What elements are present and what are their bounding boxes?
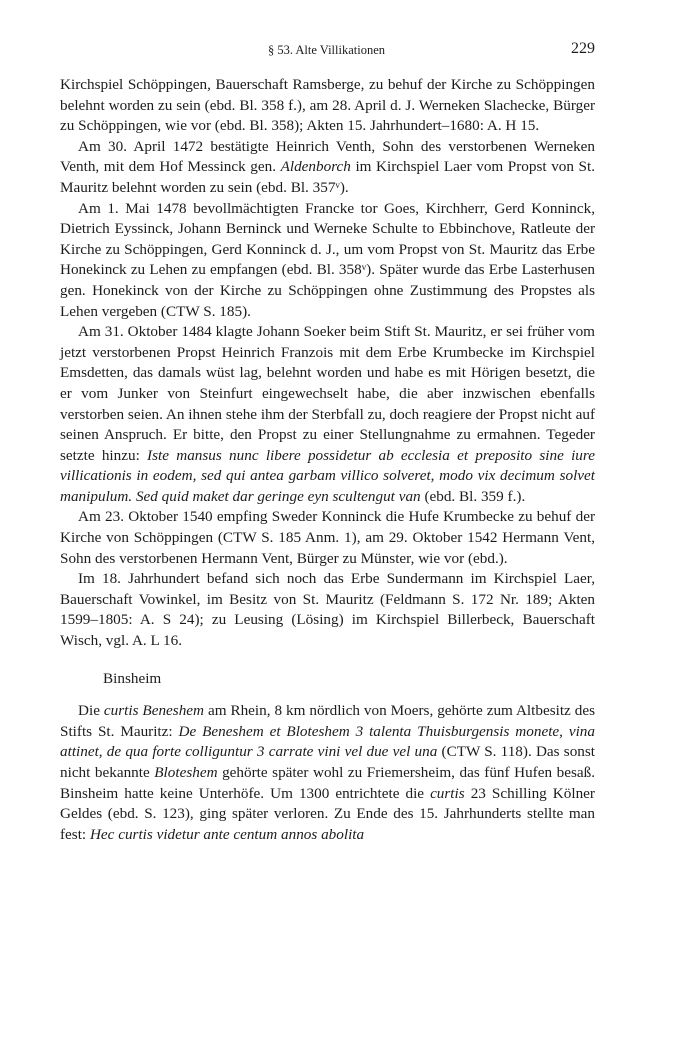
- text-block-binsheim: [60, 701, 595, 845]
- paragraph: [60, 701, 595, 845]
- paragraph: [60, 137, 595, 199]
- text-run: (CTW S. 118). Das sonst nicht bekannte: [60, 743, 596, 781]
- text-run: gehörte später wohl zu Friemersheim, das fünf Hufen besaß. Binsheim hatte keine Unterhöfe. Um 1300 entrichtete die: [60, 764, 595, 802]
- text-run: Im 18. Jahrhundert befand sich noch das Erbe Sundermann im Kirchspiel Laer, Bauerschaft Vowinkel, im Besitz von St. Mauritz (Feldmann S. 172 Nr. 189; Akten 1599–1805: A. S 24); zu Leusing (Lösing) im Kirchspiel Billerbeck, Bauerschaft Wisch, vgl. A. L 16.: [60, 570, 595, 650]
- italic-text: Aldenborch: [280, 158, 351, 176]
- italic-text: Iste mansus nunc libere possidetur ab ecclesia et preposito sine iure villicationis in eodem, sed qui antea garbam villico solveret, modo vix decimum solvet manipulum. Sed quid maket dar geringe eyn scultengut van: [60, 446, 595, 505]
- text-block-villikation: [60, 75, 595, 652]
- text-run: 23 Schilling Kölner Geldes (ebd. S. 123), ging später verloren. Zu Ende des 15. Jahrhunderts stellte man fest:: [60, 784, 595, 843]
- text-run: Am 1. Mai 1478 bevollmächtigten Francke tor Goes, Kirchherr, Gerd Konninck, Dietrich Eyssinck, Johann Berninck und Werneke Schulte to Ebbinchove, Ratleute der Kirche zu Schöppingen, Gerd Konninck d. J., um vom Propst von St. Mauritz das Erbe Honekinck zu Lehen zu empfangen (ebd. Bl. 358ᵛ). Später wurde das Erbe Lasterhusen gen. Honekinck von der Kirche zu Schöppingen ohne Zustimmung des Propstes als Lehen vergeben (CTW S. 185).: [60, 199, 595, 320]
- paragraph: [60, 507, 595, 569]
- text-run: am Rhein, 8 km nördlich von Moers, gehörte zum Altbesitz des Stifts St. Mauritz:: [60, 702, 595, 740]
- text-run: im Kirchspiel Laer vom Propst von St. Mauritz belehnt worden zu sein (ebd. Bl. 357ᵛ).: [60, 158, 596, 196]
- paragraph: [60, 75, 595, 137]
- section-heading: Binsheim: [103, 669, 162, 687]
- italic-text: curtis: [430, 784, 465, 802]
- text-run: Die: [78, 702, 104, 720]
- italic-text: Bloteshem: [154, 764, 218, 781]
- italic-text: De Beneshem et Bloteshem 3 talenta Thuisburgensis monete, vina attinet, de qua forte colliguntur 3 carrate vini vel due vel una: [60, 722, 595, 761]
- body-text: [60, 75, 595, 845]
- paragraph: [60, 569, 595, 651]
- paragraph: [60, 322, 595, 507]
- italic-text: Hec curtis videtur ante centum annos abolita: [89, 825, 365, 843]
- page-header: [58, 40, 595, 62]
- page-number: 229: [571, 40, 595, 57]
- text-run: Am 30. April 1472 bestätigte Heinrich Venth, Sohn des verstorbenen Werneken Venth, mit dem Hof Messinck gen.: [60, 137, 595, 176]
- italic-text: curtis Beneshem: [103, 702, 204, 720]
- running-title: § 53. Alte Villikationen: [267, 43, 386, 57]
- text-run: Am 31. Oktober 1484 klagte Johann Soeker beim Stift St. Mauritz, er sei früher vom jetzt verstorbenen Propst Heinrich Franzois mit dem Erbe Krumbecke im Kirchspiel Emsdetten, das damals wüst lag, belehnt worden und habe es mit Hörigen besetzt, die er vom Junker von Steinfurt eingewechselt habe, die aber inzwischen ebenfalls verstorben seien. An ihnen stehe ihm der Sterbfall zu, doch reagiere der Propst nicht auf seinen Anspruch. Er bitte, den Propst zu einer Stellungnahme zu ermahnen. Tegeder setzte hinzu:: [60, 323, 595, 464]
- paragraph: [60, 199, 595, 323]
- text-run: (ebd. Bl. 359 f.).: [420, 487, 526, 505]
- text-run: Kirchspiel Schöppingen, Bauerschaft Ramsberge, zu behuf der Kirche zu Schöppingen belehnt worden zu sein (ebd. Bl. 358 f.), am 28. April d. J. Werneken Slachecke, Bürger zu Schöppingen, wie vor (ebd. Bl. 358); Akten 15. Jahrhundert–1680: A. H 15.: [60, 76, 595, 135]
- text-run: Am 23. Oktober 1540 empfing Sweder Konninck die Hufe Krumbecke zu behuf der Kirche von Schöppingen (CTW S. 185 Anm. 1), am 29. Oktober 1542 Hermann Vent, Sohn des verstorbenen Hermann Vent, Bürger zu Münster, wie vor (ebd.).: [60, 508, 595, 567]
